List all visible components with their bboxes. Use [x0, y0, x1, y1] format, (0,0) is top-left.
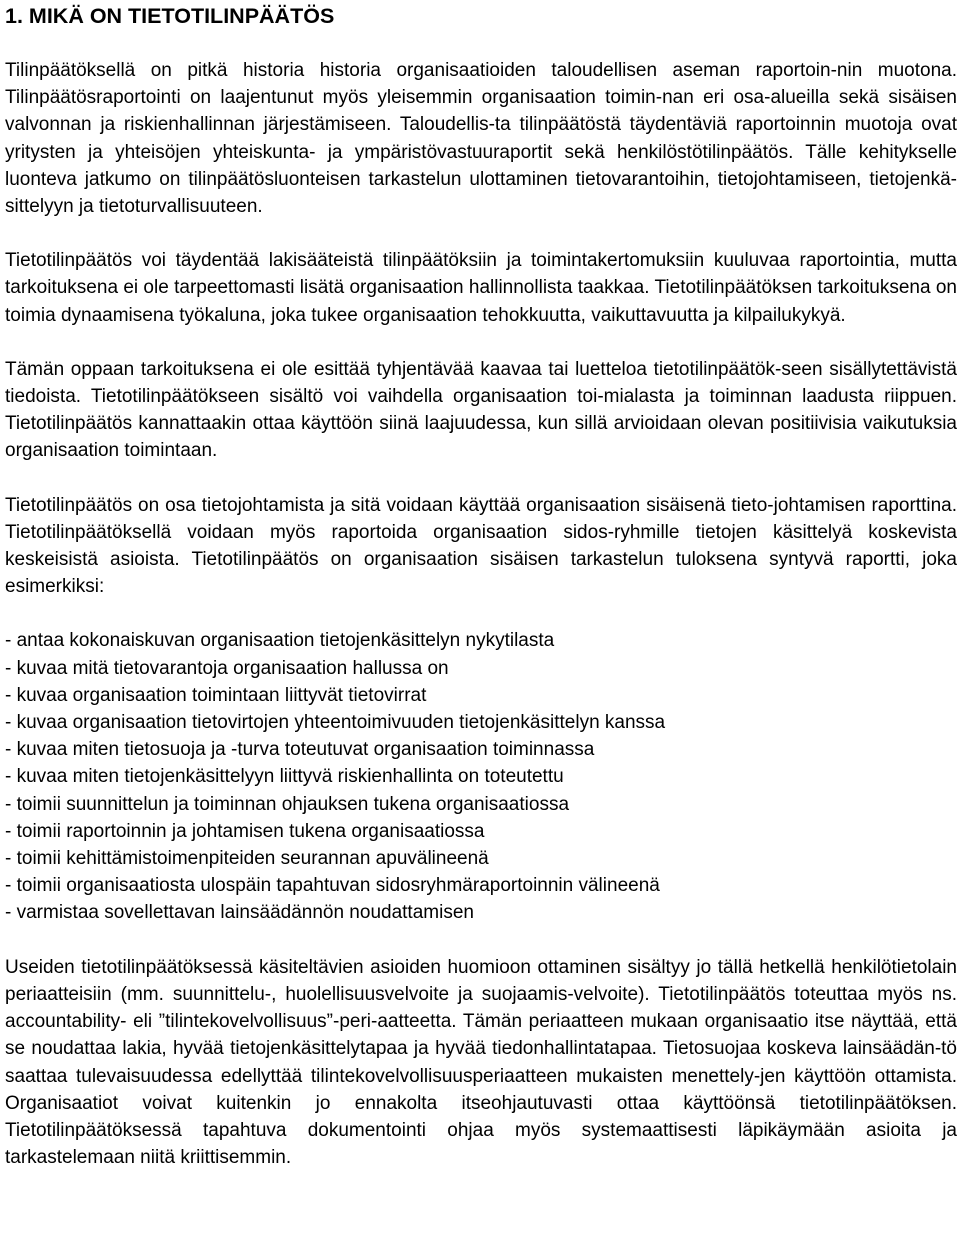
list-item: - antaa kokonaiskuvan organisaation tietojenkäsittelyn nykytilasta [5, 630, 555, 652]
paragraph-knowledge-management: Tietotilinpäätös on osa tietojohtamista ja sitä voidaan käyttää organisaation sisäisenä tieto-johtamisen raporttina. Tietotilinpäätöksellä voidaan myös raportoida organisaation sidos-ryhmille tietojen käsittelyä koskevista keskeisistä asioista. Tietotilinpäätös on organisaation sisäisen tarkastelun tuloksena syntyvä raportti, joka esimerkiksi: [5, 494, 957, 598]
list-item: - kuvaa organisaation tietovirtojen yhteentoimivuuden tietojenkäsittelyn kanssa [5, 712, 666, 734]
document-page [5, 2, 957, 1171]
paragraph-intro: Tilinpäätöksellä on pitkä historia historia organisaatioiden taloudellisen aseman raportoin-nin muotona. Tilinpäätösraportointi on laajentunut myös yleisemmin organisaation toimin-nan eri osa-alueilla sekä sisäisen valvonnan ja riskienhallinnan järjestämiseen. Taloudellis-ta tilinpäätöstä täydentäviä raportoinnin muotoja ovat yritysten ja yhteisöjen yhteiskunta- ja ympäristövastuuraportit sekä henkilöstötilinpäätös. Tälle kehitykselle luonteva jatkumo on tilinpäätösluonteisen tarkastelun ulottaminen tietovarantoihin, tietojohtamiseen, tietojenkä-sittelyyn ja tietoturvallisuuteen. [5, 60, 957, 218]
bullet-list [5, 627, 957, 926]
paragraph-spacer [5, 220, 957, 247]
paragraph-spacer [5, 329, 957, 356]
list-item: - toimii organisaatiosta ulospäin tapahtuvan sidosryhmäraportoinnin välineenä [5, 875, 660, 897]
list-item: - kuvaa miten tietojenkäsittelyyn liittyvä riskienhallinta on toteutettu [5, 766, 564, 788]
paragraph-spacer [5, 600, 957, 627]
list-item: - varmistaa sovellettavan lainsäädännön noudattamisen [5, 902, 474, 924]
section-heading: 1. MIKÄ ON TIETOTILINPÄÄTÖS [5, 4, 335, 28]
list-item: - kuvaa mitä tietovarantoja organisaation hallussa on [5, 657, 449, 679]
list-item: - toimii raportoinnin ja johtamisen tukena organisaatiossa [5, 820, 485, 842]
list-item: - toimii kehittämistoimenpiteiden seurannan apuvälineenä [5, 848, 489, 870]
list-item: - toimii suunnittelun ja toiminnan ohjauksen tukena organisaatiossa [5, 793, 570, 815]
paragraph-spacer [5, 465, 957, 492]
paragraph-supplement: Tietotilinpäätös voi täydentää lakisääteistä tilinpäätöksiin ja toimintakertomuksiin kuuluvaa raportointia, mutta tarkoituksena ei ole tarpeettomasti lisätä organisaation hallinnollista taakkaa. Tietotilinpäätöksen tarkoituksena on toimia dynaamisena työkaluna, joka tukee organisaation tehokkuutta, vaikuttavuutta ja kilpailukykyä. [5, 250, 957, 326]
paragraph-purpose: Tämän oppaan tarkoituksena ei ole esittää tyhjentävää kaavaa tai luetteloa tietotilinpäätök-seen sisällytettävistä tiedoista. Tietotilinpäätökseen sisältö voi vaihdella organisaation toi-mialasta ja toiminnan laadusta riippuen. Tietotilinpäätös kannattaakin ottaa käyttöön siinä laajuudessa, kun sillä arvioidaan olevan positiivisia vaikutuksia organisaation toimintaan. [5, 358, 957, 462]
paragraph-closing: Useiden tietotilinpäätöksessä käsiteltävien asioiden huomioon ottaminen sisältyy jo tällä hetkellä henkilötietolain periaatteisiin (mm. suunnittelu-, huolellisuusvelvoite ja suojaamis-velvoite). Tietotilinpäätös toteuttaa myös ns. accountability- eli ”tilintekovelvollisuus”-peri-aatteetta. Tämän periaatteen mukaan organisaatio itse näyttää, että se noudattaa lakia, hyvää tietojenkäsittelytapaa ja hyvää tiedonhallintatapaa. Tietosuojaa koskeva lainsäädän-tö saattaa tulevaisuudessa edellyttää tilintekovelvollisuusperiaatteen mukaisten menettely-jen käyttöön ottamista. Organisaatiot voivat kuitenkin jo ennakolta itseohjautuvasti ottaa käyttöönsä tietotilinpäätöksen. Tietotilinpäätöksessä tapahtuva dokumentointi ohjaa myös systemaattisesti läpikäymään asioita ja tarkastelemaan niitä kriittisemmin. [5, 956, 957, 1169]
list-item: - kuvaa organisaation toimintaan liittyvät tietovirrat [5, 684, 427, 706]
paragraph-spacer [5, 927, 957, 954]
list-item: - kuvaa miten tietosuoja ja -turva toteutuvat organisaation toiminnassa [5, 739, 595, 761]
